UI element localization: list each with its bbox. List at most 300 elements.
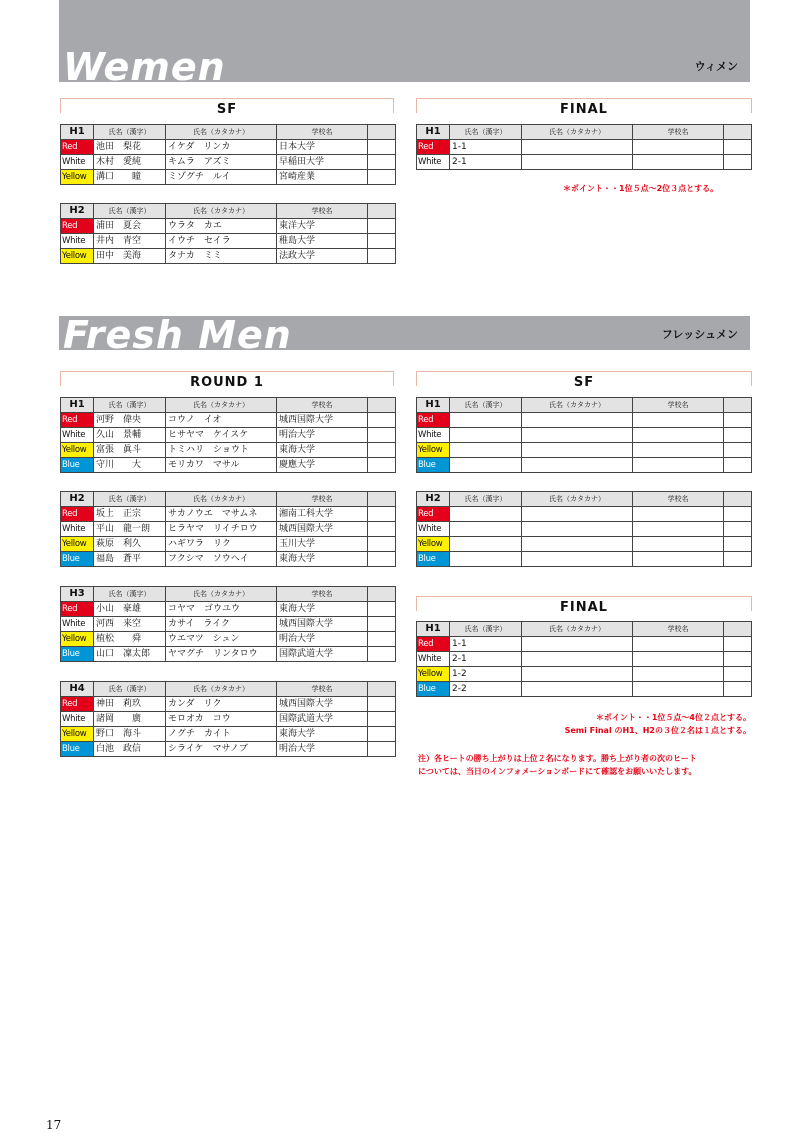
cell-kanji (450, 537, 522, 552)
freshmen-round1-h4-table (60, 681, 396, 757)
cell-school: 明治大学 (277, 742, 368, 757)
women-final-header: FINAL (416, 98, 752, 113)
column-header (724, 398, 752, 413)
lane-color-label: Red (417, 413, 450, 428)
cell-kana: コウノ イオ (166, 413, 277, 428)
freshmen-final-header: FINAL (416, 596, 752, 611)
column-header: 氏名（カタカナ） (166, 125, 277, 140)
heat-header-row (61, 587, 396, 602)
lane-color-label: Blue (417, 682, 450, 697)
cell-extra (724, 652, 752, 667)
cell-extra (368, 170, 396, 185)
cell-extra (724, 413, 752, 428)
cell-school (633, 155, 724, 170)
column-header (368, 682, 396, 697)
cell-kanji: 2-2 (450, 682, 522, 697)
lane-color-label: Blue (61, 552, 94, 567)
table-row (417, 637, 752, 652)
column-header: 氏名（漢字） (94, 398, 166, 413)
column-header: 学校名 (277, 587, 368, 602)
freshmen-round1-h1-table (60, 397, 396, 473)
heat-name: H1 (417, 125, 450, 140)
heat-name: H2 (61, 204, 94, 219)
cell-extra (724, 140, 752, 155)
cell-extra (368, 219, 396, 234)
freshmen-remark-line-1: 注）各ヒートの勝ち上がりは上位２名になります。勝ち上がり者の次のヒート (418, 754, 697, 763)
lane-color-label: Yellow (61, 537, 94, 552)
cell-kanji (450, 522, 522, 537)
lane-color-label: Yellow (61, 249, 94, 264)
cell-kanji: 植松 舜 (94, 632, 166, 647)
heat-name: H2 (417, 492, 450, 507)
cell-kana: サカノウエ マサムネ (166, 507, 277, 522)
table-row (61, 155, 396, 170)
cell-school: 早稲田大学 (277, 155, 368, 170)
column-header (368, 398, 396, 413)
cell-school: 明治大学 (277, 632, 368, 647)
heat-header-row (61, 398, 396, 413)
table-row (61, 507, 396, 522)
column-header: 氏名（漢字） (94, 682, 166, 697)
column-header: 氏名（カタカナ） (522, 492, 633, 507)
cell-extra (368, 697, 396, 712)
lane-color-label: Yellow (61, 632, 94, 647)
cell-kanji: 2-1 (450, 155, 522, 170)
cell-kanji (450, 443, 522, 458)
column-header: 氏名（漢字） (94, 492, 166, 507)
women-banner (59, 0, 750, 89)
women-sf-header: SF (60, 98, 394, 113)
table-row (417, 667, 752, 682)
cell-kana: モリカワ マサル (166, 458, 277, 473)
freshmen-banner (59, 313, 750, 357)
cell-kana: ノグチ カイト (166, 727, 277, 742)
cell-school (633, 507, 724, 522)
cell-extra (724, 637, 752, 652)
cell-kanji: 浦田 夏会 (94, 219, 166, 234)
cell-school: 宮崎産業 (277, 170, 368, 185)
cell-kana: ヒラヤマ リイチロウ (166, 522, 277, 537)
freshmen-round1-h2-table (60, 491, 396, 567)
column-header: 氏名（カタカナ） (166, 398, 277, 413)
column-header: 学校名 (633, 398, 724, 413)
lane-color-label: Red (417, 507, 450, 522)
lane-color-label: Red (61, 413, 94, 428)
lane-color-label: Yellow (417, 537, 450, 552)
column-header: 氏名（漢字） (94, 587, 166, 602)
freshmen-final-notes (565, 711, 751, 737)
table-row (417, 155, 752, 170)
table-row (417, 522, 752, 537)
cell-school: 東海大学 (277, 602, 368, 617)
cell-kana: フクシマ ソウヘイ (166, 552, 277, 567)
cell-kana (522, 667, 633, 682)
lane-color-label: White (417, 652, 450, 667)
cell-kanji: 池田 梨花 (94, 140, 166, 155)
table-row (61, 617, 396, 632)
cell-kanji (450, 552, 522, 567)
cell-extra (724, 667, 752, 682)
freshmen-round1-header: ROUND 1 (60, 371, 394, 386)
cell-kanji: 1-2 (450, 667, 522, 682)
table-row (61, 727, 396, 742)
cell-school: 東海大学 (277, 443, 368, 458)
cell-school (633, 667, 724, 682)
column-header: 氏名（漢字） (450, 125, 522, 140)
cell-kanji: 神田 莉玖 (94, 697, 166, 712)
cell-school (633, 552, 724, 567)
table-row (417, 507, 752, 522)
cell-kana (522, 522, 633, 537)
cell-school (633, 682, 724, 697)
cell-school (633, 637, 724, 652)
heat-name: H2 (61, 492, 94, 507)
cell-extra (724, 682, 752, 697)
cell-kana: ウエマツ シュン (166, 632, 277, 647)
women-subtitle: ウィメン (694, 60, 738, 73)
cell-school: 東海大学 (277, 552, 368, 567)
table-row (61, 140, 396, 155)
cell-kanji: 木村 愛純 (94, 155, 166, 170)
lane-color-label: Red (61, 140, 94, 155)
cell-kanji: 守川 大 (94, 458, 166, 473)
table-row (61, 443, 396, 458)
cell-kana (522, 140, 633, 155)
column-header: 氏名（カタカナ） (166, 492, 277, 507)
cell-kana: ハギワラ リク (166, 537, 277, 552)
table-row (61, 413, 396, 428)
cell-extra (724, 522, 752, 537)
table-row (61, 458, 396, 473)
cell-kana: イウチ セイラ (166, 234, 277, 249)
cell-extra (724, 458, 752, 473)
cell-school: 湘南工科大学 (277, 507, 368, 522)
freshmen-final-h1-table (416, 621, 752, 697)
heat-header-row (61, 492, 396, 507)
heat-header-row (417, 492, 752, 507)
cell-school (633, 522, 724, 537)
heat-name: H3 (61, 587, 94, 602)
column-header: 氏名（カタカナ） (166, 204, 277, 219)
heat-header-row (61, 682, 396, 697)
lane-color-label: White (61, 155, 94, 170)
cell-kana: トミハリ ショウト (166, 443, 277, 458)
table-row (417, 428, 752, 443)
cell-kana: コヤマ ゴウユウ (166, 602, 277, 617)
cell-kana (522, 507, 633, 522)
heat-header-row (417, 398, 752, 413)
cell-extra (368, 537, 396, 552)
freshmen-sf-h1-table (416, 397, 752, 473)
cell-school (633, 413, 724, 428)
cell-school: 東洋大学 (277, 219, 368, 234)
table-row (417, 443, 752, 458)
cell-extra (368, 522, 396, 537)
column-header: 氏名（漢字） (450, 398, 522, 413)
women-sf-h1-table (60, 124, 396, 185)
cell-extra (368, 443, 396, 458)
freshmen-remark (418, 752, 697, 778)
cell-extra (724, 155, 752, 170)
cell-kanji: 河野 偉央 (94, 413, 166, 428)
lane-color-label: White (61, 522, 94, 537)
column-header: 氏名（カタカナ） (166, 587, 277, 602)
lane-color-label: Yellow (417, 667, 450, 682)
cell-extra (368, 552, 396, 567)
heat-header-row (61, 125, 396, 140)
column-header: 学校名 (633, 492, 724, 507)
cell-extra (368, 712, 396, 727)
column-header (368, 492, 396, 507)
table-row (61, 234, 396, 249)
cell-kana: シライケ マサノブ (166, 742, 277, 757)
table-row (61, 647, 396, 662)
freshmen-sf-header: SF (416, 371, 752, 386)
cell-kanji: 白池 政信 (94, 742, 166, 757)
page-number: 17 (46, 1118, 62, 1132)
lane-color-label: Yellow (61, 443, 94, 458)
cell-kana: タナカ ミミ (166, 249, 277, 264)
lane-color-label: White (417, 155, 450, 170)
lane-color-label: Red (417, 140, 450, 155)
cell-extra (368, 234, 396, 249)
cell-kanji: 溝口 瞳 (94, 170, 166, 185)
cell-school (633, 652, 724, 667)
lane-color-label: Yellow (417, 443, 450, 458)
heat-name: H1 (417, 398, 450, 413)
table-row (61, 522, 396, 537)
lane-color-label: White (417, 522, 450, 537)
women-title: Wemen (63, 45, 226, 89)
cell-kanji: 久山 景輔 (94, 428, 166, 443)
cell-extra (724, 428, 752, 443)
cell-kanji: 小山 豪雄 (94, 602, 166, 617)
cell-kana: カンダ リク (166, 697, 277, 712)
table-row (417, 682, 752, 697)
cell-school: 玉川大学 (277, 537, 368, 552)
column-header: 学校名 (277, 125, 368, 140)
cell-kana: ヤマグチ リンタロウ (166, 647, 277, 662)
lane-color-label: Red (61, 507, 94, 522)
table-row (61, 712, 396, 727)
freshmen-round1-h3-table (60, 586, 396, 662)
table-row (61, 219, 396, 234)
cell-kanji: 平山 龍一朗 (94, 522, 166, 537)
cell-extra (368, 727, 396, 742)
cell-kana: ミゾグチ ルイ (166, 170, 277, 185)
cell-extra (368, 632, 396, 647)
cell-kanji: 2-1 (450, 652, 522, 667)
table-row (61, 632, 396, 647)
cell-extra (368, 507, 396, 522)
cell-school: 慶應大学 (277, 458, 368, 473)
column-header (724, 622, 752, 637)
lane-color-label: Yellow (61, 170, 94, 185)
cell-extra (368, 140, 396, 155)
freshmen-subtitle: フレッシュメン (661, 328, 738, 341)
cell-kana (522, 428, 633, 443)
cell-kanji: 萩原 利久 (94, 537, 166, 552)
heat-name: H1 (61, 398, 94, 413)
cell-school (633, 537, 724, 552)
heat-header-row (417, 622, 752, 637)
column-header: 氏名（漢字） (94, 125, 166, 140)
cell-kana (522, 413, 633, 428)
cell-school: 国際武道大学 (277, 647, 368, 662)
cell-kana (522, 682, 633, 697)
cell-kana (522, 637, 633, 652)
cell-kana: モロオカ コウ (166, 712, 277, 727)
cell-kanji: 野口 海斗 (94, 727, 166, 742)
cell-extra (368, 617, 396, 632)
column-header: 学校名 (277, 682, 368, 697)
cell-school: 城西国際大学 (277, 522, 368, 537)
cell-kana (522, 652, 633, 667)
table-row (417, 140, 752, 155)
cell-kanji: 福島 蒼平 (94, 552, 166, 567)
lane-color-label: Yellow (61, 727, 94, 742)
column-header: 氏名（漢字） (450, 492, 522, 507)
cell-kana (522, 458, 633, 473)
table-row (61, 249, 396, 264)
table-row (417, 552, 752, 567)
table-row (61, 552, 396, 567)
cell-school: 法政大学 (277, 249, 368, 264)
freshmen-final-note-1: ＊ポイント・・1位５点〜4位２点とする。 (595, 713, 751, 722)
column-header: 氏名（漢字） (450, 622, 522, 637)
column-header: 学校名 (633, 622, 724, 637)
cell-kana: イケダ リンカ (166, 140, 277, 155)
column-header: 氏名（カタカナ） (522, 125, 633, 140)
column-header: 氏名（カタカナ） (522, 398, 633, 413)
freshmen-title: Fresh Men (63, 313, 292, 357)
cell-kanji: 河西 来空 (94, 617, 166, 632)
cell-school: 国際武道大学 (277, 712, 368, 727)
cell-extra (368, 602, 396, 617)
heat-name: H4 (61, 682, 94, 697)
cell-extra (368, 428, 396, 443)
cell-school: 城西国際大学 (277, 413, 368, 428)
table-row (417, 537, 752, 552)
heat-header-row (61, 204, 396, 219)
women-final-h1-table (416, 124, 752, 170)
column-header (724, 492, 752, 507)
column-header: 学校名 (277, 204, 368, 219)
cell-extra (368, 155, 396, 170)
cell-kanji (450, 507, 522, 522)
cell-extra (368, 647, 396, 662)
table-row (61, 602, 396, 617)
cell-kanji: 坂上 正宗 (94, 507, 166, 522)
lane-color-label: Red (417, 637, 450, 652)
column-header (724, 125, 752, 140)
cell-kanji (450, 428, 522, 443)
freshmen-sf-h2-table (416, 491, 752, 567)
cell-extra (724, 443, 752, 458)
column-header: 学校名 (633, 125, 724, 140)
table-row (61, 537, 396, 552)
column-header: 氏名（カタカナ） (166, 682, 277, 697)
cell-school: 城西国際大学 (277, 617, 368, 632)
cell-kana (522, 443, 633, 458)
cell-kanji: 山口 凜太郎 (94, 647, 166, 662)
lane-color-label: Red (61, 697, 94, 712)
cell-kana (522, 552, 633, 567)
lane-color-label: White (61, 234, 94, 249)
cell-kana (522, 155, 633, 170)
women-sf-h2-table (60, 203, 396, 264)
cell-school: 明治大学 (277, 428, 368, 443)
column-header: 氏名（漢字） (94, 204, 166, 219)
cell-extra (368, 413, 396, 428)
freshmen-final-note-2: Semi Final のH1、H2の３位２名は１点とする。 (564, 726, 751, 735)
column-header: 学校名 (277, 398, 368, 413)
women-final-note: ＊ポイント・・1位５点〜2位３点とする。 (563, 184, 719, 193)
cell-kanji: 田中 美海 (94, 249, 166, 264)
lane-color-label: White (61, 712, 94, 727)
table-row (417, 652, 752, 667)
cell-kanji: 井内 青空 (94, 234, 166, 249)
cell-kana: ウラタ カエ (166, 219, 277, 234)
table-row (417, 458, 752, 473)
cell-kana: キムラ アズミ (166, 155, 277, 170)
cell-school: 城西国際大学 (277, 697, 368, 712)
cell-school (633, 428, 724, 443)
cell-school: 東海大学 (277, 727, 368, 742)
lane-color-label: Blue (61, 647, 94, 662)
cell-kanji (450, 458, 522, 473)
cell-extra (368, 249, 396, 264)
table-row (417, 413, 752, 428)
cell-kana (522, 537, 633, 552)
cell-school (633, 443, 724, 458)
cell-kana: カサイ ライク (166, 617, 277, 632)
column-header (368, 125, 396, 140)
table-row (61, 170, 396, 185)
cell-school (633, 140, 724, 155)
table-row (61, 428, 396, 443)
lane-color-label: Blue (417, 552, 450, 567)
lane-color-label: Red (61, 219, 94, 234)
table-row (61, 697, 396, 712)
lane-color-label: White (61, 617, 94, 632)
column-header: 学校名 (277, 492, 368, 507)
cell-kanji (450, 413, 522, 428)
table-row (61, 742, 396, 757)
lane-color-label: Blue (61, 742, 94, 757)
column-header (368, 204, 396, 219)
heat-header-row (417, 125, 752, 140)
cell-kanji: 富張 眞斗 (94, 443, 166, 458)
cell-extra (724, 507, 752, 522)
cell-extra (724, 552, 752, 567)
cell-kana: ヒサヤマ ケイスケ (166, 428, 277, 443)
cell-extra (724, 537, 752, 552)
cell-kanji: 諸岡 廣 (94, 712, 166, 727)
lane-color-label: White (417, 428, 450, 443)
cell-extra (368, 742, 396, 757)
cell-kanji: 1-1 (450, 140, 522, 155)
freshmen-remark-line-2: については、当日のインフォメーションボードにて確認をお願いいたします。 (418, 767, 697, 776)
lane-color-label: Red (61, 602, 94, 617)
lane-color-label: Blue (61, 458, 94, 473)
column-header: 氏名（カタカナ） (522, 622, 633, 637)
column-header (368, 587, 396, 602)
lane-color-label: Blue (417, 458, 450, 473)
heat-name: H1 (417, 622, 450, 637)
cell-school (633, 458, 724, 473)
heat-name: H1 (61, 125, 94, 140)
